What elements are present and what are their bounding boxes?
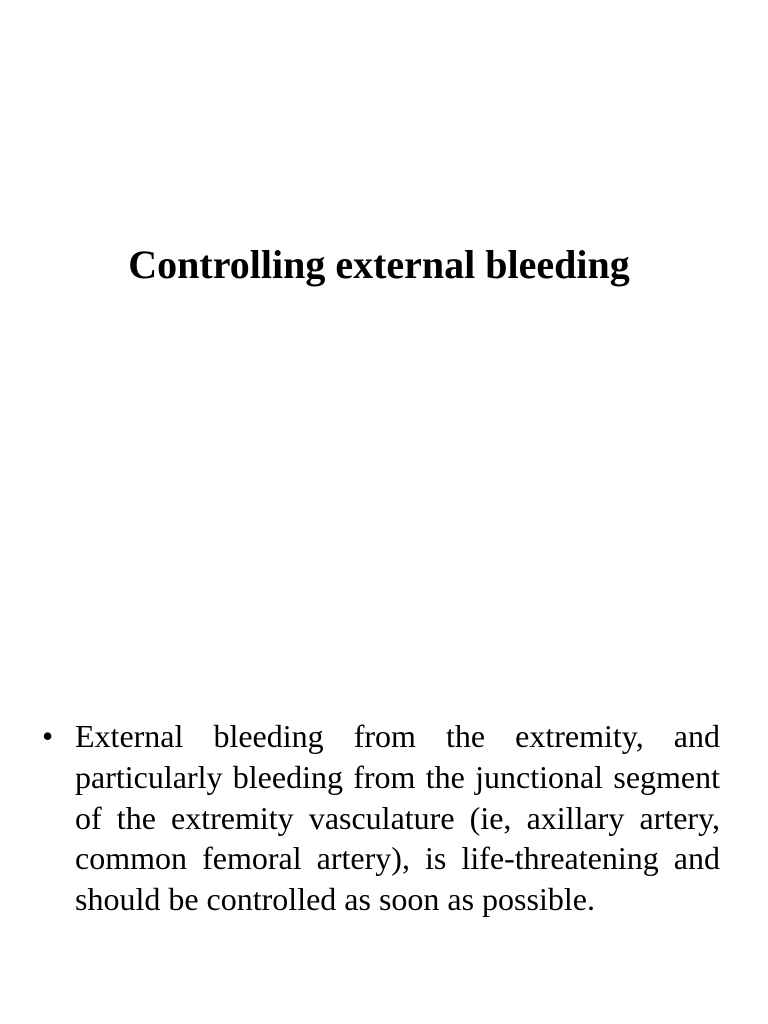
bullet-text: External bleeding from the extremity, and particularly bleeding from the junctional segment of the extremity vasculature (ie, axillary artery, common femoral artery), is life-threatening and should be controlled as soon as possible. (75, 718, 720, 918)
bullet-item (40, 716, 720, 920)
bullet-marker: • (42, 718, 54, 754)
slide-title: Controlling external bleeding (128, 242, 630, 287)
bullet-list (40, 716, 720, 920)
